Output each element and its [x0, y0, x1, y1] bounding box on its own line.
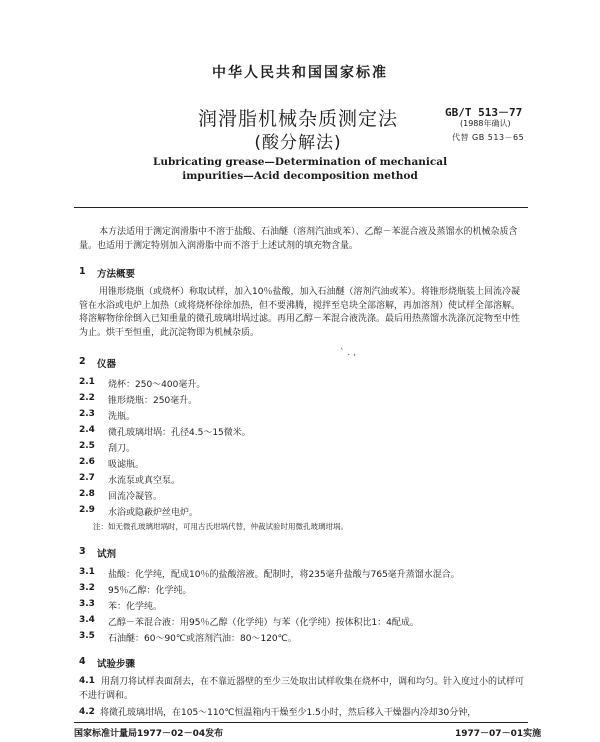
- issue-date: 国家标准计量局1977－02－04发布: [74, 729, 224, 739]
- item-2-9-number: 2.9: [79, 505, 95, 515]
- section-3-title: 试剂: [97, 549, 117, 560]
- item-3-2-number: 3.2: [79, 583, 95, 593]
- item-2-3-text: 洗瓶。: [108, 412, 136, 422]
- item-2-6-text: 吸滤瓶。: [108, 460, 145, 470]
- section-4-number: 4: [79, 656, 86, 667]
- item-3-1-number: 3.1: [79, 567, 95, 577]
- item-2-3-number: 2.3: [79, 409, 95, 419]
- section-2-note: 注：如无微孔玻璃坩埚时，可用古氏坩埚代替，仲裁试验时用微孔玻璃坩埚。: [93, 522, 348, 531]
- english-title: [130, 155, 470, 183]
- section-2-number: 2: [79, 356, 86, 367]
- item-2-8-text: 回流冷凝管。: [108, 492, 163, 502]
- footer-divider: [74, 722, 528, 723]
- item-3-5-number: 3.5: [79, 631, 95, 641]
- item-4-2-number: 4.2: [79, 707, 95, 717]
- item-2-4-number: 2.4: [79, 425, 95, 435]
- item-3-4-text: 乙醇－苯混合液：用95％乙醇（化学纯）与苯（化学纯）按体积比1：4配成。: [108, 618, 419, 628]
- item-4-2-text: 将微孔玻璃坩埚，在105～110℃恒温箱内干燥至少1.5小时，然后移入干燥器内冷却30分钟，: [100, 708, 477, 718]
- item-2-8-number: 2.8: [79, 489, 95, 499]
- item-2-1-text: 烧杯：250～400毫升。: [108, 380, 206, 390]
- standard-replace-note: 代替 GB 513－65: [452, 133, 525, 142]
- document-subtitle: (酸分解法): [254, 133, 342, 153]
- section-1-title: 方法概要: [97, 269, 136, 280]
- english-title-line-2: impurities—Acid decomposition method: [182, 170, 418, 182]
- section-1-paragraph: 用锥形烧瓶（或烧杯）称取试样，加入10％盐酸，加入石油醚（溶剂汽油或苯）。将锥形烧瓶装上回流冷凝管在水浴或电炉上加热（或将烧杯徐徐加热，但不要沸腾，搅拌至皂块全部溶解，再加溶剂）使试样全部溶解。将溶解物徐徐倒入已知重量的微孔玻璃坩埚过滤。再用乙醇－苯混合液洗涤。最后用热蒸馏水洗涤沉淀物至中性为止。烘干至恒重，此沉淀物即为机械杂质。: [79, 287, 521, 338]
- section-3-number: 3: [79, 546, 86, 557]
- document-title: 润滑脂机械杂质测定法: [197, 108, 398, 130]
- english-title-line-1: Lubricating grease—Determination of mechanical: [152, 156, 448, 168]
- item-3-3-number: 3.3: [79, 599, 95, 609]
- item-2-4-text: 微孔玻璃坩埚：孔径4.5～15微米。: [108, 428, 251, 438]
- item-2-9-text: 水浴或隐蔽炉丝电炉。: [108, 508, 199, 518]
- item-2-7-number: 2.7: [79, 473, 95, 483]
- item-2-6-number: 2.6: [79, 457, 95, 467]
- item-3-5-text: 石油醚：60～90℃或溶剂汽油：80～120℃。: [108, 634, 297, 644]
- intro-paragraph: 本方法适用于测定润滑脂中不溶于盐酸、石油醚（溶剂汽油或苯）、乙醇－苯混合液及蒸馏水的机械杂质含量。也适用于测定特别加入润滑脂中而不溶于上述试剂的填充物含量。: [79, 227, 518, 251]
- item-2-2-number: 2.2: [79, 393, 95, 403]
- item-2-5-number: 2.5: [79, 441, 95, 451]
- item-3-4-number: 3.4: [79, 615, 95, 625]
- section-4-title: 试验步骤: [97, 659, 136, 670]
- item-2-1-number: 2.1: [79, 377, 95, 387]
- standard-confirm-note: (1988年确认): [460, 119, 511, 128]
- item-2-5-text: 刮刀。: [108, 444, 136, 454]
- item-3-3-text: 苯：化学纯。: [108, 602, 163, 612]
- section-1-number: 1: [79, 266, 86, 277]
- effective-date: 1977－07－01实施: [455, 729, 542, 739]
- item-3-2-text: 95％乙醇：化学纯。: [108, 586, 192, 596]
- standard-name: 中华人民共和国国家标准: [212, 65, 388, 81]
- header-divider: [74, 207, 528, 208]
- scan-mark: ` . ,: [340, 348, 356, 358]
- item-4-1-text: 用刮刀将试样表面刮去，在不靠近器壁的至少三处取出试样收集在烧杯中，调和均匀。针入度过小的试样可不进行调和。: [79, 677, 525, 701]
- item-2-7-text: 水流泵或真空泵。: [108, 476, 181, 486]
- item-4-1-number: 4.1: [79, 676, 95, 686]
- section-2-title: 仪器: [97, 359, 117, 370]
- item-2-2-text: 锥形烧瓶：250毫升。: [108, 396, 198, 406]
- standard-code: GB/T 513－77: [445, 106, 523, 119]
- item-3-1-text: 盐酸：化学纯，配成10％的盐酸溶液。配制时，将235毫升盐酸与765毫升蒸馏水混合。: [108, 570, 460, 580]
